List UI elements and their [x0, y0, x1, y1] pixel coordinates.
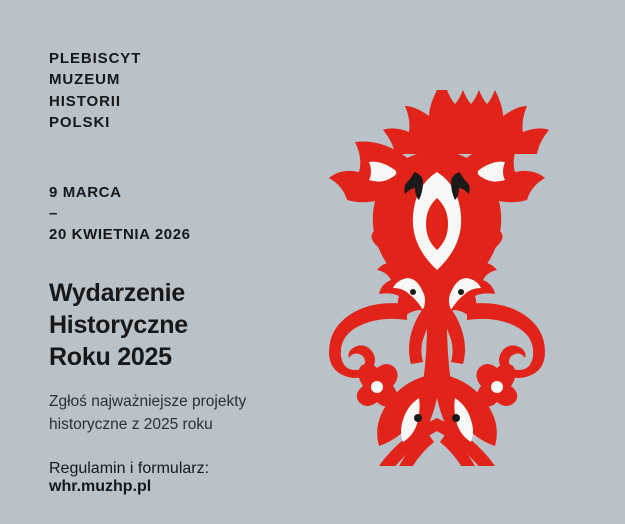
organizer-line-2: MUZEUM	[49, 71, 121, 89]
cta-label: Regulamin i formularz:	[49, 460, 210, 478]
subtitle-line-1: Zgłoś najważniejsze projekty	[49, 393, 247, 411]
organizer-line-3: HISTORII	[49, 92, 121, 110]
subtitle-line-2: historyczne z 2025 roku	[49, 415, 213, 433]
headline-line-2: Historyczne	[49, 311, 188, 340]
date-end: 20 KWIETNIA 2026	[49, 225, 191, 243]
headline-line-1: Wydarzenie	[49, 279, 185, 308]
cta-url[interactable]: whr.muzhp.pl	[49, 478, 152, 496]
headline-line-3: Roku 2025	[49, 343, 172, 372]
organizer-line-4: POLSKI	[49, 113, 111, 131]
date-dash: –	[49, 204, 58, 222]
organizer-line-1: PLEBISCYT	[49, 50, 142, 67]
folk-tree-of-life-papercut-icon	[267, 46, 607, 466]
date-start: 9 MARCA	[49, 184, 122, 202]
